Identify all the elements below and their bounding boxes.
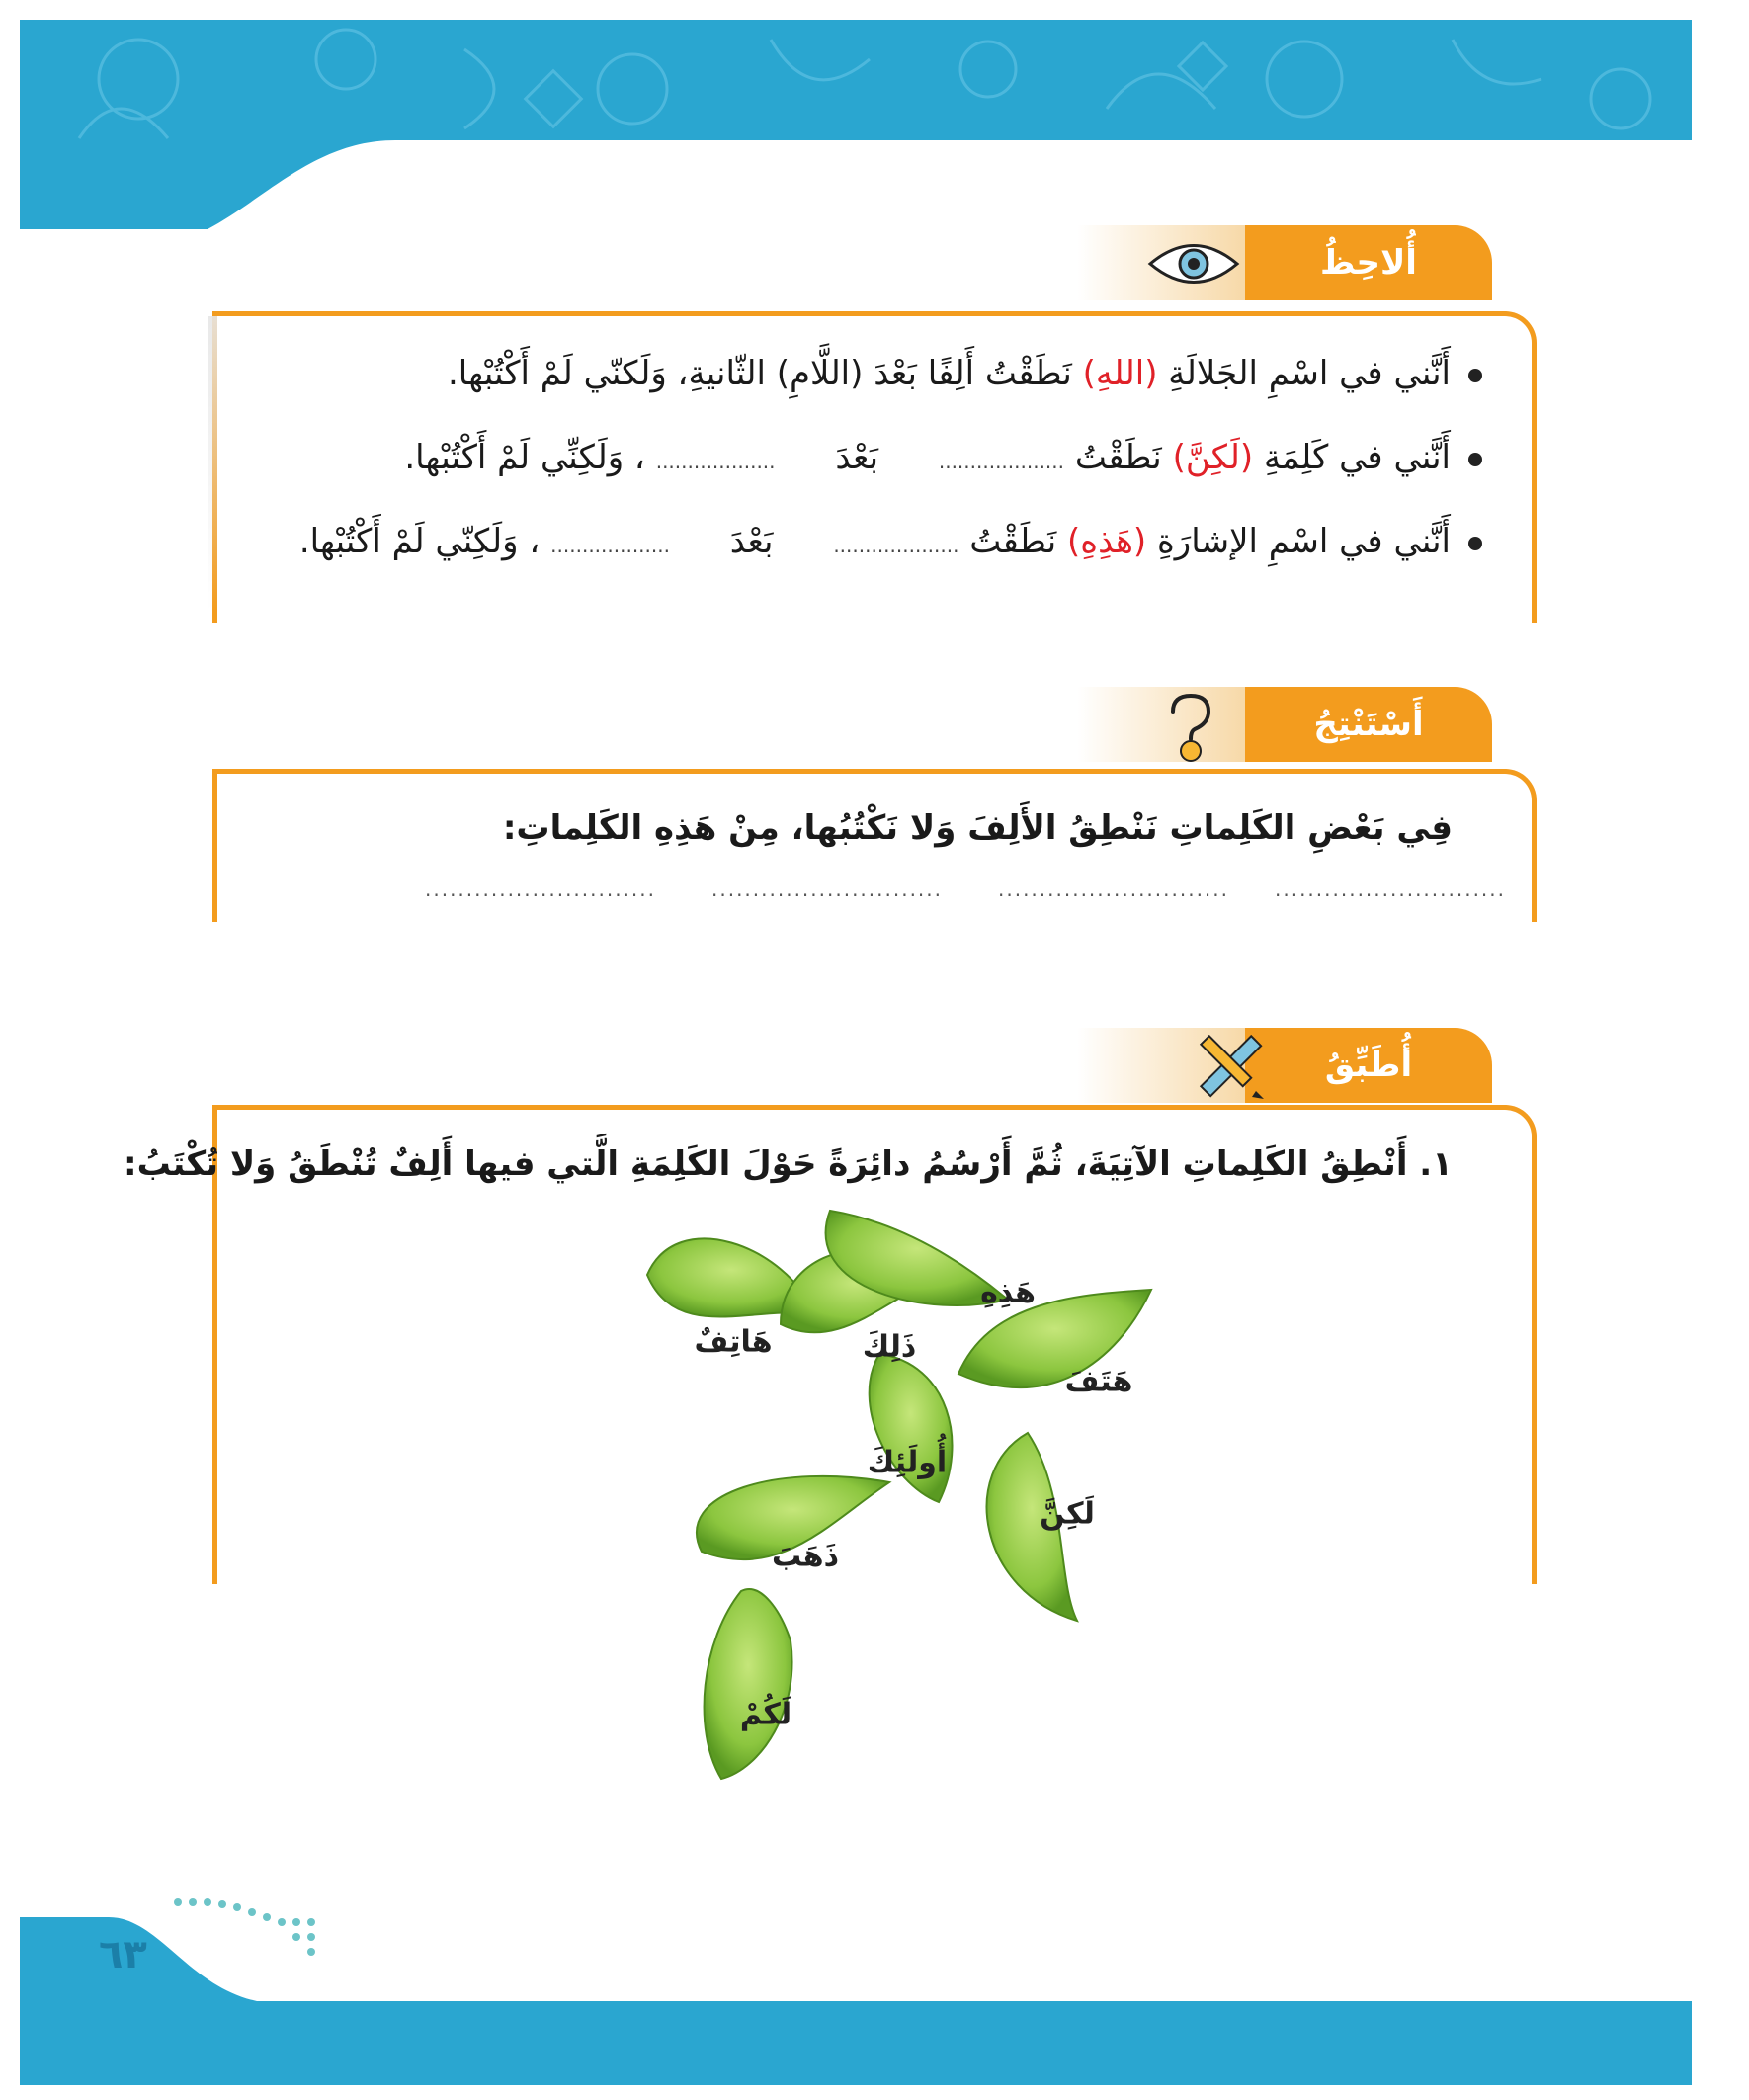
blank-dots[interactable]: ............................ — [1275, 878, 1507, 901]
observe-line-1 — [448, 344, 1482, 403]
blank-dots[interactable]: .................... — [833, 534, 959, 557]
blank-dots[interactable]: .................... — [938, 450, 1065, 473]
leaf-lakum[interactable] — [705, 1589, 792, 1779]
pencil-ruler-icon — [1191, 1026, 1270, 1105]
leaf-label: لَكُمْ — [739, 1697, 792, 1732]
bullet — [1468, 369, 1482, 382]
line-text: بَعْدَ — [729, 522, 774, 561]
leaf-label: ذَلِكَ — [862, 1329, 917, 1365]
leaf-label: أُولَئِكَ — [867, 1445, 948, 1480]
highlight-word: (اللهِ) — [1082, 354, 1158, 393]
leaf-label: هَاتِفٌ — [694, 1324, 773, 1360]
blank-dots[interactable]: ............................ — [425, 878, 657, 901]
highlight-word: (لَكِنَّ) — [1172, 438, 1254, 477]
leaf-label: هَذِهِ — [980, 1275, 1036, 1310]
observe-line-3 — [299, 512, 1482, 575]
observe-lines — [257, 344, 1482, 581]
leaf-label: لَكِنَّ — [1040, 1496, 1095, 1532]
line-text: أَنَّني في كَلِمَةِ — [1263, 438, 1451, 477]
blank-dots[interactable]: ............................ — [998, 878, 1230, 901]
leaf-label: ذَهَبَ — [772, 1539, 839, 1574]
highlight-word: (هَذِهِ) — [1067, 522, 1147, 561]
line-text: ، وَلَكِنّي لَمْ أَكْتُبْها. — [298, 522, 541, 561]
apply-instruction: ١. أَنْطِقُ الكَلِماتِ الآتِيَةَ، ثُمَّ أَرْسُمُ دائِرَةً حَوْلَ الكَلِمَةِ الَّتي فيها أَلِفٌ تُنْطَقُ وَلا تُكْتَبُ: — [123, 1144, 1453, 1184]
dots-logo-icon — [158, 1892, 336, 1962]
leaf-ulaika[interactable] — [867, 1354, 953, 1502]
blank-dots[interactable]: ............................ — [711, 878, 944, 901]
blank-dots[interactable]: ................... — [550, 534, 670, 557]
line-text: نَطَقْتُ — [1074, 438, 1162, 477]
observe-title: أُلاحِظُ — [1245, 225, 1492, 300]
conclude-prompt: فِي بَعْضِ الكَلِماتِ نَنْطِقُ الأَلِفَ وَلا نَكْتُبُها، مِنْ هَذِهِ الكَلِماتِ: — [502, 808, 1453, 848]
line-text: أَنَّني في اسْمِ الإشارَةِ — [1156, 522, 1451, 561]
leaf-label: هَتَفَ — [1064, 1364, 1133, 1399]
bullet — [1468, 537, 1482, 550]
conclude-blanks — [425, 878, 1507, 907]
bullet — [1468, 453, 1482, 466]
page-number: ٦٣ — [99, 1932, 147, 1977]
line-text: نَطَقْتُ — [969, 522, 1057, 561]
leaf-cluster — [632, 1206, 1186, 1818]
observe-line-2 — [404, 428, 1482, 491]
blank-dots[interactable]: ................... — [655, 450, 776, 473]
line-text: ، وَلَكِنِّي لَمْ أَكْتُبْها. — [404, 438, 645, 477]
eye-icon — [1146, 239, 1241, 289]
line-text: نَطَقْتُ أَلِفًا بَعْدَ (اللَّامِ) الثّانيةِ، وَلَكنّي لَمْ أَكْتُبْها. — [448, 354, 1072, 393]
observe-panel-shade — [208, 316, 217, 613]
question-mark-icon — [1161, 692, 1220, 763]
conclude-title: أَسْتَنْتِجُ — [1245, 687, 1492, 762]
header-band — [20, 20, 1692, 229]
apply-title: أُطَبِّقُ — [1245, 1028, 1492, 1103]
line-text: بَعْدَ — [835, 438, 879, 477]
line-text: أَنَّني في اسْمِ الجَلالَةِ — [1168, 354, 1451, 393]
